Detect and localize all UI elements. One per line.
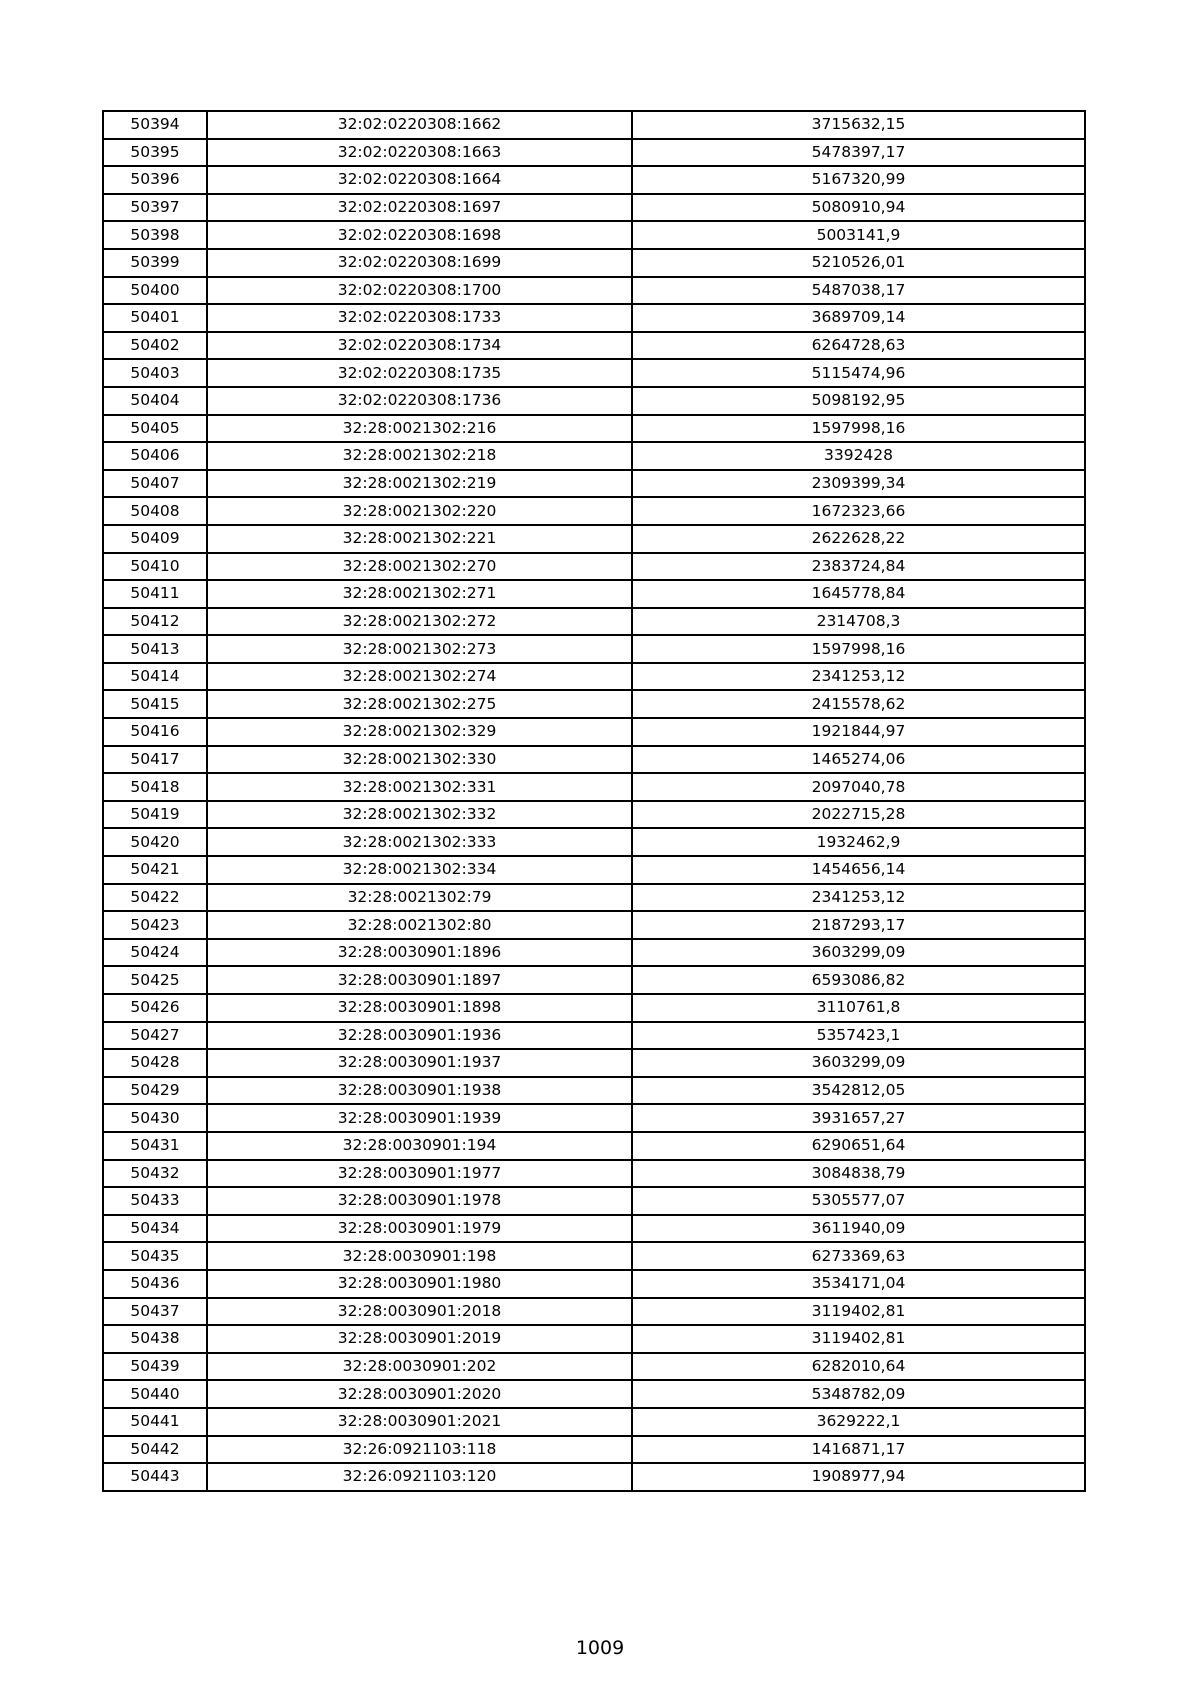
cadastral-number-cell: 32:28:0021302:331 (207, 773, 632, 801)
table-row (103, 1077, 1085, 1105)
table-row (103, 580, 1085, 608)
record-number-cell: 50408 (103, 497, 207, 525)
cadastral-number-cell: 32:28:0021302:220 (207, 497, 632, 525)
table-row (103, 277, 1085, 305)
record-number-cell: 50415 (103, 690, 207, 718)
cadastral-number-cell: 32:28:0030901:1897 (207, 966, 632, 994)
record-number-cell: 50396 (103, 166, 207, 194)
record-number-cell: 50429 (103, 1077, 207, 1105)
cadastral-number-cell: 32:28:0030901:2021 (207, 1408, 632, 1436)
cadastral-number-cell: 32:28:0030901:1937 (207, 1049, 632, 1077)
value-cell: 2022715,28 (632, 801, 1085, 829)
cadastral-number-cell: 32:28:0021302:334 (207, 856, 632, 884)
table-row (103, 415, 1085, 443)
table-row (103, 1380, 1085, 1408)
table-row (103, 139, 1085, 167)
value-cell: 3119402,81 (632, 1298, 1085, 1326)
value-cell: 5003141,9 (632, 221, 1085, 249)
record-number-cell: 50399 (103, 249, 207, 277)
value-cell: 5487038,17 (632, 277, 1085, 305)
value-cell: 2309399,34 (632, 470, 1085, 498)
cadastral-number-cell: 32:02:0220308:1700 (207, 277, 632, 305)
record-number-cell: 50410 (103, 553, 207, 581)
value-cell: 2314708,3 (632, 608, 1085, 636)
table-row (103, 911, 1085, 939)
table-row (103, 470, 1085, 498)
cadastral-number-cell: 32:02:0220308:1664 (207, 166, 632, 194)
value-cell: 2341253,12 (632, 884, 1085, 912)
record-number-cell: 50416 (103, 718, 207, 746)
table-row (103, 221, 1085, 249)
value-cell: 3629222,1 (632, 1408, 1085, 1436)
cadastral-number-cell: 32:02:0220308:1663 (207, 139, 632, 167)
cadastral-number-cell: 32:28:0030901:2020 (207, 1380, 632, 1408)
cadastral-number-cell: 32:02:0220308:1733 (207, 304, 632, 332)
value-cell: 3534171,04 (632, 1270, 1085, 1298)
value-cell: 3119402,81 (632, 1325, 1085, 1353)
value-cell: 2622628,22 (632, 525, 1085, 553)
record-number-cell: 50407 (103, 470, 207, 498)
table-row (103, 801, 1085, 829)
table-row (103, 553, 1085, 581)
record-number-cell: 50435 (103, 1242, 207, 1270)
value-cell: 5305577,07 (632, 1187, 1085, 1215)
table-row (103, 773, 1085, 801)
record-number-cell: 50442 (103, 1436, 207, 1464)
table-row (103, 608, 1085, 636)
value-cell: 6264728,63 (632, 332, 1085, 360)
table-body (103, 111, 1085, 1491)
value-cell: 5115474,96 (632, 359, 1085, 387)
record-number-cell: 50403 (103, 359, 207, 387)
value-cell: 3715632,15 (632, 111, 1085, 139)
cadastral-number-cell: 32:28:0030901:198 (207, 1242, 632, 1270)
cadastral-number-cell: 32:28:0021302:330 (207, 746, 632, 774)
value-cell: 3084838,79 (632, 1160, 1085, 1188)
record-number-cell: 50430 (103, 1104, 207, 1132)
record-number-cell: 50418 (103, 773, 207, 801)
record-number-cell: 50401 (103, 304, 207, 332)
cadastral-number-cell: 32:28:0030901:2019 (207, 1325, 632, 1353)
value-cell: 2383724,84 (632, 553, 1085, 581)
page-number: 1009 (575, 1637, 625, 1659)
record-number-cell: 50397 (103, 194, 207, 222)
record-number-cell: 50411 (103, 580, 207, 608)
cadastral-number-cell: 32:28:0030901:1936 (207, 1022, 632, 1050)
record-number-cell: 50433 (103, 1187, 207, 1215)
table-row (103, 746, 1085, 774)
record-number-cell: 50439 (103, 1353, 207, 1381)
value-cell: 3611940,09 (632, 1215, 1085, 1243)
cadastral-number-cell: 32:28:0021302:332 (207, 801, 632, 829)
table-row (103, 525, 1085, 553)
cadastral-number-cell: 32:02:0220308:1662 (207, 111, 632, 139)
record-number-cell: 50402 (103, 332, 207, 360)
cadastral-number-cell: 32:28:0021302:80 (207, 911, 632, 939)
cadastral-number-cell: 32:28:0030901:1980 (207, 1270, 632, 1298)
value-cell: 1597998,16 (632, 415, 1085, 443)
table-row (103, 994, 1085, 1022)
cadastral-number-cell: 32:28:0021302:329 (207, 718, 632, 746)
table-row (103, 1298, 1085, 1326)
value-cell: 3603299,09 (632, 939, 1085, 967)
cadastral-number-cell: 32:28:0021302:274 (207, 663, 632, 691)
record-number-cell: 50395 (103, 139, 207, 167)
table-row (103, 828, 1085, 856)
value-cell: 1645778,84 (632, 580, 1085, 608)
table-row (103, 359, 1085, 387)
value-cell: 1921844,97 (632, 718, 1085, 746)
record-number-cell: 50405 (103, 415, 207, 443)
record-number-cell: 50432 (103, 1160, 207, 1188)
table-row (103, 966, 1085, 994)
record-number-cell: 50431 (103, 1132, 207, 1160)
cadastral-number-cell: 32:28:0021302:273 (207, 635, 632, 663)
record-number-cell: 50419 (103, 801, 207, 829)
cadastral-number-cell: 32:28:0021302:216 (207, 415, 632, 443)
record-number-cell: 50443 (103, 1463, 207, 1491)
value-cell: 1672323,66 (632, 497, 1085, 525)
cadastral-number-cell: 32:28:0030901:1898 (207, 994, 632, 1022)
data-table (102, 110, 1086, 1492)
table-row (103, 497, 1085, 525)
table-row (103, 1187, 1085, 1215)
record-number-cell: 50427 (103, 1022, 207, 1050)
record-number-cell: 50406 (103, 442, 207, 470)
value-cell: 6282010,64 (632, 1353, 1085, 1381)
table-row (103, 249, 1085, 277)
cadastral-number-cell: 32:28:0021302:333 (207, 828, 632, 856)
cadastral-number-cell: 32:28:0030901:1896 (207, 939, 632, 967)
cadastral-number-cell: 32:28:0021302:218 (207, 442, 632, 470)
record-number-cell: 50441 (103, 1408, 207, 1436)
record-number-cell: 50409 (103, 525, 207, 553)
record-number-cell: 50404 (103, 387, 207, 415)
table-row (103, 690, 1085, 718)
cadastral-number-cell: 32:28:0021302:79 (207, 884, 632, 912)
table-row (103, 1160, 1085, 1188)
cadastral-number-cell: 32:28:0030901:1938 (207, 1077, 632, 1105)
table-row (103, 1270, 1085, 1298)
table-row (103, 442, 1085, 470)
value-cell: 3931657,27 (632, 1104, 1085, 1132)
value-cell: 3603299,09 (632, 1049, 1085, 1077)
table-row (103, 856, 1085, 884)
table-row (103, 387, 1085, 415)
record-number-cell: 50422 (103, 884, 207, 912)
cadastral-number-cell: 32:28:0030901:1977 (207, 1160, 632, 1188)
record-number-cell: 50424 (103, 939, 207, 967)
cadastral-number-cell: 32:28:0021302:219 (207, 470, 632, 498)
table-row (103, 1436, 1085, 1464)
table-row (103, 1132, 1085, 1160)
record-number-cell: 50420 (103, 828, 207, 856)
value-cell: 2187293,17 (632, 911, 1085, 939)
table-row (103, 1049, 1085, 1077)
record-number-cell: 50440 (103, 1380, 207, 1408)
value-cell: 2415578,62 (632, 690, 1085, 718)
value-cell: 3392428 (632, 442, 1085, 470)
record-number-cell: 50417 (103, 746, 207, 774)
value-cell: 1597998,16 (632, 635, 1085, 663)
table-row (103, 718, 1085, 746)
table-row (103, 1353, 1085, 1381)
value-cell: 5478397,17 (632, 139, 1085, 167)
value-cell: 5080910,94 (632, 194, 1085, 222)
table-row (103, 111, 1085, 139)
cadastral-number-cell: 32:28:0021302:271 (207, 580, 632, 608)
cadastral-number-cell: 32:28:0030901:1979 (207, 1215, 632, 1243)
table-row (103, 166, 1085, 194)
value-cell: 5357423,1 (632, 1022, 1085, 1050)
table-row (103, 884, 1085, 912)
record-number-cell: 50434 (103, 1215, 207, 1243)
record-number-cell: 50428 (103, 1049, 207, 1077)
value-cell: 3110761,8 (632, 994, 1085, 1022)
value-cell: 5167320,99 (632, 166, 1085, 194)
cadastral-number-cell: 32:28:0030901:194 (207, 1132, 632, 1160)
value-cell: 1416871,17 (632, 1436, 1085, 1464)
value-cell: 6290651,64 (632, 1132, 1085, 1160)
cadastral-number-cell: 32:28:0030901:2018 (207, 1298, 632, 1326)
cadastral-number-cell: 32:02:0220308:1697 (207, 194, 632, 222)
value-cell: 1465274,06 (632, 746, 1085, 774)
record-number-cell: 50394 (103, 111, 207, 139)
cadastral-number-cell: 32:02:0220308:1698 (207, 221, 632, 249)
cadastral-number-cell: 32:28:0021302:272 (207, 608, 632, 636)
value-cell: 5098192,95 (632, 387, 1085, 415)
cadastral-number-cell: 32:28:0021302:270 (207, 553, 632, 581)
record-number-cell: 50412 (103, 608, 207, 636)
value-cell: 1454656,14 (632, 856, 1085, 884)
table-row (103, 1104, 1085, 1132)
table-row (103, 1022, 1085, 1050)
record-number-cell: 50426 (103, 994, 207, 1022)
value-cell: 1932462,9 (632, 828, 1085, 856)
record-number-cell: 50438 (103, 1325, 207, 1353)
cadastral-number-cell: 32:26:0921103:120 (207, 1463, 632, 1491)
table-row (103, 1408, 1085, 1436)
cadastral-number-cell: 32:28:0021302:221 (207, 525, 632, 553)
value-cell: 5348782,09 (632, 1380, 1085, 1408)
table-row (103, 1242, 1085, 1270)
cadastral-number-cell: 32:02:0220308:1735 (207, 359, 632, 387)
table-row (103, 194, 1085, 222)
cadastral-number-cell: 32:28:0030901:202 (207, 1353, 632, 1381)
table-row (103, 663, 1085, 691)
table-row (103, 304, 1085, 332)
cadastral-number-cell: 32:28:0030901:1939 (207, 1104, 632, 1132)
cadastral-number-cell: 32:02:0220308:1736 (207, 387, 632, 415)
cadastral-number-cell: 32:02:0220308:1699 (207, 249, 632, 277)
record-number-cell: 50423 (103, 911, 207, 939)
table-row (103, 1325, 1085, 1353)
record-number-cell: 50421 (103, 856, 207, 884)
record-number-cell: 50400 (103, 277, 207, 305)
record-number-cell: 50425 (103, 966, 207, 994)
value-cell: 6593086,82 (632, 966, 1085, 994)
table-row (103, 1463, 1085, 1491)
table-row (103, 635, 1085, 663)
value-cell: 3689709,14 (632, 304, 1085, 332)
record-number-cell: 50437 (103, 1298, 207, 1326)
cadastral-number-cell: 32:26:0921103:118 (207, 1436, 632, 1464)
value-cell: 5210526,01 (632, 249, 1085, 277)
value-cell: 1908977,94 (632, 1463, 1085, 1491)
cadastral-number-cell: 32:02:0220308:1734 (207, 332, 632, 360)
record-number-cell: 50413 (103, 635, 207, 663)
cadastral-number-cell: 32:28:0021302:275 (207, 690, 632, 718)
value-cell: 6273369,63 (632, 1242, 1085, 1270)
value-cell: 2341253,12 (632, 663, 1085, 691)
record-number-cell: 50414 (103, 663, 207, 691)
cadastral-number-cell: 32:28:0030901:1978 (207, 1187, 632, 1215)
table-row (103, 1215, 1085, 1243)
table-row (103, 332, 1085, 360)
record-number-cell: 50398 (103, 221, 207, 249)
value-cell: 2097040,78 (632, 773, 1085, 801)
record-number-cell: 50436 (103, 1270, 207, 1298)
table-row (103, 939, 1085, 967)
value-cell: 3542812,05 (632, 1077, 1085, 1105)
